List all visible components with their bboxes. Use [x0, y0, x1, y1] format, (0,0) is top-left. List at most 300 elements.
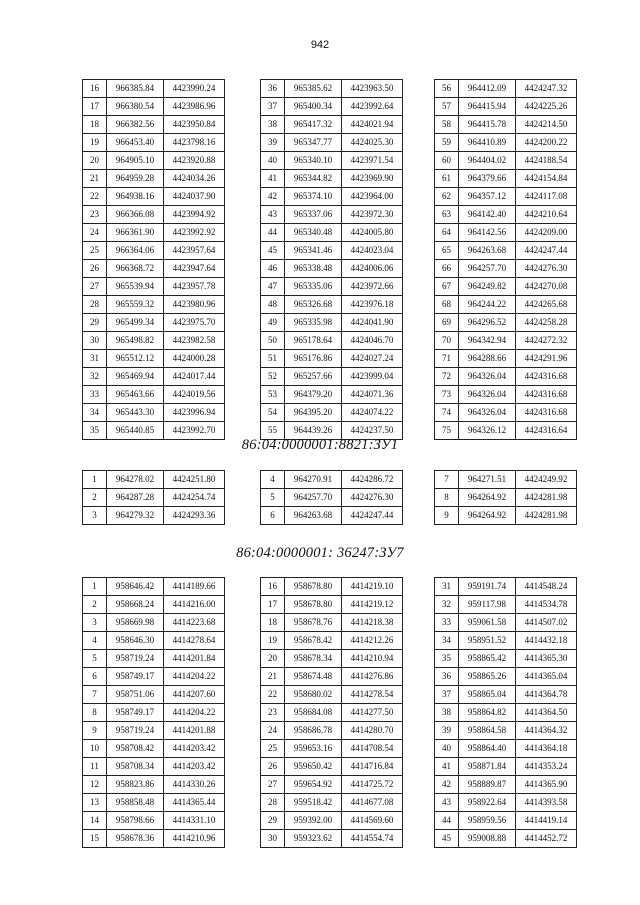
point-number: 8	[83, 704, 107, 722]
table-row	[261, 314, 403, 332]
point-number: 27	[83, 278, 107, 296]
coordinate-x: 966453.40	[107, 134, 164, 152]
coordinate-x: 958719.24	[107, 650, 164, 668]
table-row	[83, 776, 225, 794]
table-row	[261, 332, 403, 350]
table-row	[435, 650, 577, 668]
table-row	[83, 350, 225, 368]
coordinate-y: 4424316.68	[516, 386, 577, 404]
coordinates-table	[434, 577, 577, 848]
point-number: 11	[83, 758, 107, 776]
table-row	[435, 668, 577, 686]
coordinate-y: 4423999.04	[342, 368, 403, 386]
coordinate-x: 964271.51	[459, 471, 516, 489]
coordinate-x: 959008.88	[459, 830, 516, 848]
table-row	[83, 722, 225, 740]
coordinate-y: 4414219.12	[342, 596, 403, 614]
table-row	[435, 596, 577, 614]
coordinate-y: 4414716.84	[342, 758, 403, 776]
point-number: 10	[83, 740, 107, 758]
point-number: 42	[261, 188, 285, 206]
point-number: 24	[261, 722, 285, 740]
coordinate-x: 965539.94	[107, 278, 164, 296]
point-number: 35	[435, 650, 459, 668]
coordinate-x: 964296.52	[459, 314, 516, 332]
point-number: 1	[83, 471, 107, 489]
coordinate-y: 4414218.38	[342, 614, 403, 632]
table-row	[435, 471, 577, 489]
point-number: 18	[261, 614, 285, 632]
table-row	[435, 704, 577, 722]
coordinate-y: 4424276.30	[516, 260, 577, 278]
point-number: 71	[435, 350, 459, 368]
point-number: 46	[261, 260, 285, 278]
coordinate-x: 964263.68	[459, 242, 516, 260]
coordinate-y: 4424265.68	[516, 296, 577, 314]
coordinate-x: 965417.32	[285, 116, 342, 134]
coordinate-y: 4414219.10	[342, 578, 403, 596]
coordinates-table	[260, 79, 403, 440]
coordinate-y: 4414365.04	[516, 668, 577, 686]
point-number: 19	[261, 632, 285, 650]
coordinate-y: 4423972.66	[342, 278, 403, 296]
coordinate-y: 4414708.54	[342, 740, 403, 758]
coordinate-x: 964249.82	[459, 278, 516, 296]
table-row	[261, 116, 403, 134]
point-number: 26	[261, 758, 285, 776]
point-number: 63	[435, 206, 459, 224]
coordinate-y: 4424074.22	[342, 404, 403, 422]
table-row	[83, 296, 225, 314]
point-number: 5	[261, 489, 285, 507]
coordinate-y: 4423994.92	[164, 206, 225, 224]
coordinate-x: 966364.06	[107, 242, 164, 260]
table-row	[261, 578, 403, 596]
table-row	[261, 668, 403, 686]
table-row	[261, 98, 403, 116]
table-row	[261, 296, 403, 314]
coordinate-y: 4423992.92	[164, 224, 225, 242]
coordinate-x: 966382.56	[107, 116, 164, 134]
coordinate-x: 958951.52	[459, 632, 516, 650]
table-row	[261, 170, 403, 188]
table-row	[83, 632, 225, 650]
table-row	[83, 578, 225, 596]
coordinate-y: 4414569.60	[342, 812, 403, 830]
coordinate-x: 964244.22	[459, 296, 516, 314]
table-row	[261, 507, 403, 525]
table-row	[83, 740, 225, 758]
coordinate-x: 964288.66	[459, 350, 516, 368]
point-number: 25	[83, 242, 107, 260]
coordinate-y: 4424041.90	[342, 314, 403, 332]
coordinate-x: 966366.08	[107, 206, 164, 224]
coordinate-y: 4414364.32	[516, 722, 577, 740]
coordinate-x: 964379.66	[459, 170, 516, 188]
table-row	[83, 686, 225, 704]
table-row	[83, 794, 225, 812]
point-number: 61	[435, 170, 459, 188]
coordinate-y: 4423975.70	[164, 314, 225, 332]
table-row	[261, 776, 403, 794]
table-row	[261, 686, 403, 704]
table-row	[261, 260, 403, 278]
point-number: 49	[261, 314, 285, 332]
coordinate-x: 959117.98	[459, 596, 516, 614]
coordinate-y: 4423798.16	[164, 134, 225, 152]
table-row	[435, 188, 577, 206]
point-number: 31	[83, 350, 107, 368]
point-number: 30	[83, 332, 107, 350]
table-row	[435, 224, 577, 242]
coordinate-x: 964264.92	[459, 507, 516, 525]
coordinate-y: 4424281.98	[516, 489, 577, 507]
coordinate-y: 4423982.58	[164, 332, 225, 350]
point-number: 18	[83, 116, 107, 134]
table-row	[435, 722, 577, 740]
coordinate-y: 4424237.50	[342, 422, 403, 440]
point-number: 27	[261, 776, 285, 794]
point-number: 58	[435, 116, 459, 134]
table-row	[83, 206, 225, 224]
coordinates-table	[82, 79, 225, 440]
table-row	[435, 116, 577, 134]
coordinate-y: 4414364.50	[516, 704, 577, 722]
point-number: 29	[261, 812, 285, 830]
point-number: 53	[261, 386, 285, 404]
point-number: 22	[83, 188, 107, 206]
coordinate-x: 964905.10	[107, 152, 164, 170]
coordinate-x: 959061.58	[459, 614, 516, 632]
coordinate-y: 4424286.72	[342, 471, 403, 489]
point-number: 43	[261, 206, 285, 224]
point-number: 7	[83, 686, 107, 704]
coordinates-table	[260, 577, 403, 848]
point-number: 3	[83, 614, 107, 632]
point-number: 37	[435, 686, 459, 704]
coordinate-y: 4423947.64	[164, 260, 225, 278]
table-row	[83, 278, 225, 296]
point-number: 66	[435, 260, 459, 278]
point-number: 32	[435, 596, 459, 614]
coordinate-x: 964326.04	[459, 404, 516, 422]
point-number: 33	[435, 614, 459, 632]
coordinate-x: 958678.34	[285, 650, 342, 668]
coordinate-x: 958678.80	[285, 596, 342, 614]
coordinate-x: 958823.86	[107, 776, 164, 794]
point-number: 56	[435, 80, 459, 98]
coordinate-y: 4424225.26	[516, 98, 577, 116]
coordinate-x: 965469.94	[107, 368, 164, 386]
coordinate-y: 4414548.24	[516, 578, 577, 596]
coordinate-y: 4414393.58	[516, 794, 577, 812]
coordinate-y: 4414276.86	[342, 668, 403, 686]
coordinate-x: 958889.87	[459, 776, 516, 794]
coordinate-x: 964412.09	[459, 80, 516, 98]
table-row	[83, 80, 225, 98]
table-row	[83, 152, 225, 170]
point-number: 36	[435, 668, 459, 686]
coordinate-x: 958864.58	[459, 722, 516, 740]
table-row	[435, 332, 577, 350]
point-number: 64	[435, 224, 459, 242]
table-row	[435, 368, 577, 386]
coordinates-table	[82, 577, 225, 848]
table-row	[261, 152, 403, 170]
point-number: 52	[261, 368, 285, 386]
coordinate-y: 4414725.72	[342, 776, 403, 794]
point-number: 8	[435, 489, 459, 507]
coordinate-x: 958669.98	[107, 614, 164, 632]
coordinate-x: 964410.89	[459, 134, 516, 152]
coordinate-y: 4424247.44	[342, 507, 403, 525]
point-number: 26	[83, 260, 107, 278]
coordinate-x: 965463.66	[107, 386, 164, 404]
coordinate-x: 958646.30	[107, 632, 164, 650]
coordinate-x: 964257.70	[285, 489, 342, 507]
point-number: 65	[435, 242, 459, 260]
coordinate-x: 958858.48	[107, 794, 164, 812]
coordinate-y: 4423996.94	[164, 404, 225, 422]
coordinate-y: 4424037.90	[164, 188, 225, 206]
coordinate-y: 4424071.36	[342, 386, 403, 404]
coordinate-y: 4423920.88	[164, 152, 225, 170]
coordinate-y: 4414189.66	[164, 578, 225, 596]
point-number: 55	[261, 422, 285, 440]
coordinate-x: 958708.34	[107, 758, 164, 776]
table-row	[83, 830, 225, 848]
table-row	[83, 614, 225, 632]
coordinate-y: 4414353.24	[516, 758, 577, 776]
coordinate-x: 959650.42	[285, 758, 342, 776]
coordinate-x: 964264.92	[459, 489, 516, 507]
coordinate-y: 4414201.84	[164, 650, 225, 668]
coordinate-x: 964142.56	[459, 224, 516, 242]
coordinate-x: 958798.66	[107, 812, 164, 830]
coordinate-x: 958719.24	[107, 722, 164, 740]
coordinate-x: 965340.48	[285, 224, 342, 242]
table-row	[261, 650, 403, 668]
table-row	[83, 242, 225, 260]
coordinate-y: 4424000.28	[164, 350, 225, 368]
table-row	[261, 722, 403, 740]
coordinate-y: 4424254.74	[164, 489, 225, 507]
coordinate-x: 964326.04	[459, 386, 516, 404]
table-row	[261, 188, 403, 206]
coordinate-y: 4423971.54	[342, 152, 403, 170]
table-row	[435, 206, 577, 224]
point-number: 47	[261, 278, 285, 296]
coordinate-y: 4414210.96	[164, 830, 225, 848]
table-row	[261, 471, 403, 489]
point-number: 23	[261, 704, 285, 722]
point-number: 72	[435, 368, 459, 386]
point-number: 37	[261, 98, 285, 116]
table-row	[435, 812, 577, 830]
point-number: 59	[435, 134, 459, 152]
table-row	[83, 98, 225, 116]
coordinate-y: 4424247.44	[516, 242, 577, 260]
coordinate-y: 4414204.22	[164, 704, 225, 722]
point-number: 14	[83, 812, 107, 830]
table-row	[435, 296, 577, 314]
coordinate-y: 4423976.18	[342, 296, 403, 314]
coordinate-y: 4414201.88	[164, 722, 225, 740]
coordinate-x: 958678.76	[285, 614, 342, 632]
point-number: 31	[435, 578, 459, 596]
coordinate-x: 958674.48	[285, 668, 342, 686]
point-number: 36	[261, 80, 285, 98]
point-number: 50	[261, 332, 285, 350]
point-number: 33	[83, 386, 107, 404]
coordinate-x: 965178.64	[285, 332, 342, 350]
coordinate-x: 965385.62	[285, 80, 342, 98]
table-row	[83, 260, 225, 278]
coordinate-y: 4424210.64	[516, 206, 577, 224]
point-number: 21	[261, 668, 285, 686]
point-number: 20	[261, 650, 285, 668]
coordinate-y: 4414365.90	[516, 776, 577, 794]
coordinate-x: 964326.12	[459, 422, 516, 440]
coordinate-y: 4423990.24	[164, 80, 225, 98]
table-row	[261, 224, 403, 242]
coordinate-y: 4424005.80	[342, 224, 403, 242]
coordinate-y: 4424023.04	[342, 242, 403, 260]
coordinate-x: 964379.20	[285, 386, 342, 404]
coordinate-y: 4414534.78	[516, 596, 577, 614]
coordinate-x: 958865.42	[459, 650, 516, 668]
table-row	[261, 242, 403, 260]
coordinate-y: 4414419.14	[516, 812, 577, 830]
coordinate-y: 4424200.22	[516, 134, 577, 152]
coordinate-x: 965400.34	[285, 98, 342, 116]
coordinate-x: 965326.68	[285, 296, 342, 314]
point-number: 4	[83, 632, 107, 650]
coordinate-x: 966368.72	[107, 260, 164, 278]
coordinate-y: 4424006.06	[342, 260, 403, 278]
coordinate-y: 4424209.00	[516, 224, 577, 242]
point-number: 6	[261, 507, 285, 525]
table-row	[83, 332, 225, 350]
coordinate-x: 959191.74	[459, 578, 516, 596]
coordinate-y: 4424188.54	[516, 152, 577, 170]
point-number: 75	[435, 422, 459, 440]
coordinate-x: 965374.10	[285, 188, 342, 206]
table-row	[83, 704, 225, 722]
coordinate-y: 4414278.54	[342, 686, 403, 704]
coordinate-y: 4424281.98	[516, 507, 577, 525]
coordinate-y: 4414364.78	[516, 686, 577, 704]
point-number: 9	[435, 507, 459, 525]
table-row	[261, 704, 403, 722]
coordinate-y: 4414204.22	[164, 668, 225, 686]
coordinate-x: 965559.32	[107, 296, 164, 314]
point-number: 40	[435, 740, 459, 758]
coordinate-x: 964404.02	[459, 152, 516, 170]
table-row	[83, 650, 225, 668]
table-row	[261, 794, 403, 812]
point-number: 38	[435, 704, 459, 722]
table-row	[83, 386, 225, 404]
point-number: 22	[261, 686, 285, 704]
point-number: 42	[435, 776, 459, 794]
point-number: 2	[83, 489, 107, 507]
coordinate-y: 4423969.90	[342, 170, 403, 188]
table-row	[261, 134, 403, 152]
point-number: 25	[261, 740, 285, 758]
coordinate-y: 4414280.70	[342, 722, 403, 740]
point-number: 2	[83, 596, 107, 614]
table-row	[435, 278, 577, 296]
table-row	[435, 830, 577, 848]
point-number: 12	[83, 776, 107, 794]
coordinate-y: 4424046.70	[342, 332, 403, 350]
point-number: 39	[261, 134, 285, 152]
table-row	[261, 632, 403, 650]
coordinate-y: 4414216.00	[164, 596, 225, 614]
coordinate-y: 4423980.96	[164, 296, 225, 314]
coordinate-y: 4414277.50	[342, 704, 403, 722]
coordinate-x: 965443.30	[107, 404, 164, 422]
coordinate-x: 964142.40	[459, 206, 516, 224]
coordinate-x: 965176.86	[285, 350, 342, 368]
table-row	[435, 80, 577, 98]
point-number: 17	[83, 98, 107, 116]
table-row	[83, 188, 225, 206]
point-number: 28	[83, 296, 107, 314]
coordinate-y: 4423963.50	[342, 80, 403, 98]
table-row	[435, 794, 577, 812]
section-title: 86:04:0000001:8821:ЗУ1	[241, 437, 399, 453]
point-number: 24	[83, 224, 107, 242]
table-row	[261, 812, 403, 830]
point-number: 6	[83, 668, 107, 686]
coordinates-table	[260, 470, 403, 525]
coordinate-x: 965337.06	[285, 206, 342, 224]
coordinate-x: 965341.46	[285, 242, 342, 260]
point-number: 60	[435, 152, 459, 170]
table-row	[435, 489, 577, 507]
coordinate-y: 4414203.42	[164, 740, 225, 758]
coordinate-x: 966361.90	[107, 224, 164, 242]
table-row	[261, 830, 403, 848]
table-row	[435, 507, 577, 525]
point-number: 41	[435, 758, 459, 776]
coordinate-x: 964257.70	[459, 260, 516, 278]
coordinate-y: 4414203.42	[164, 758, 225, 776]
coordinate-x: 965335.06	[285, 278, 342, 296]
coordinate-y: 4414212.26	[342, 632, 403, 650]
coordinate-x: 964439.26	[285, 422, 342, 440]
coordinate-y: 4424025.30	[342, 134, 403, 152]
table-row	[83, 489, 225, 507]
coordinate-x: 965512.12	[107, 350, 164, 368]
coordinate-x: 965498.82	[107, 332, 164, 350]
coordinate-x: 958678.80	[285, 578, 342, 596]
coordinate-x: 965340.10	[285, 152, 342, 170]
point-number: 68	[435, 296, 459, 314]
coordinate-y: 4424276.30	[342, 489, 403, 507]
table-row	[435, 686, 577, 704]
coordinate-y: 4423992.70	[164, 422, 225, 440]
table-row	[261, 206, 403, 224]
point-number: 13	[83, 794, 107, 812]
coordinate-y: 4414210.94	[342, 650, 403, 668]
point-number: 35	[83, 422, 107, 440]
coordinate-x: 958959.56	[459, 812, 516, 830]
coordinate-y: 4424034.26	[164, 170, 225, 188]
point-number: 44	[435, 812, 459, 830]
